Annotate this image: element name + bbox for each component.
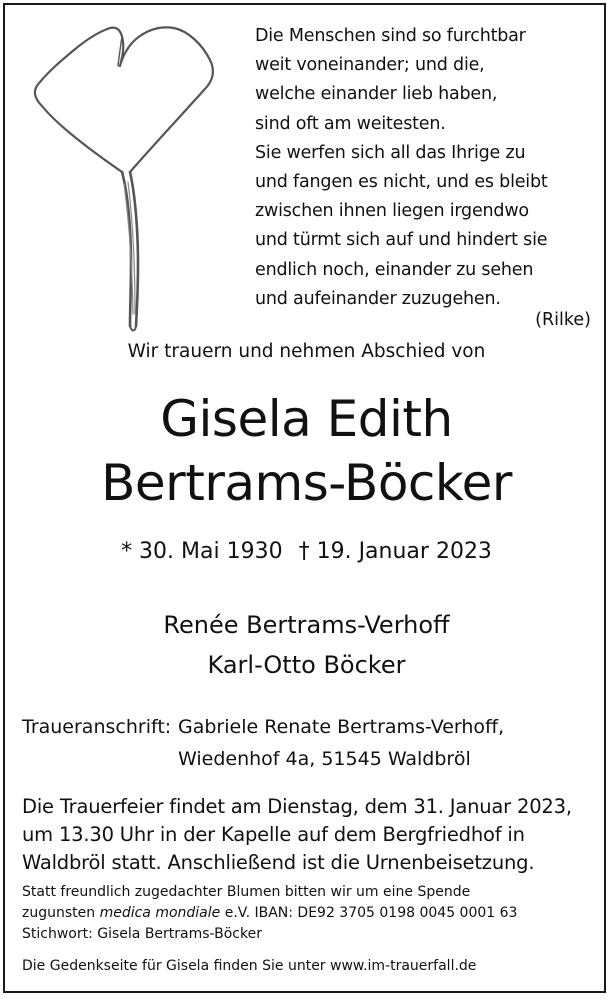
poem-line: zwischen ihnen liegen irgendwo bbox=[255, 201, 529, 222]
ceremony-info bbox=[22, 793, 602, 877]
mourner-name: Karl-Otto Böcker bbox=[207, 651, 406, 679]
poem-line: und türmt sich auf und hindert sie bbox=[255, 230, 548, 251]
donation-keyword: Stichwort: Gisela Bertrams-Böcker bbox=[22, 926, 262, 942]
donation-iban: e.V. IBAN: DE92 3705 0198 0045 0001 63 bbox=[220, 905, 518, 921]
death-date: † 19. Januar 2023 bbox=[298, 539, 492, 564]
ginkgo-leaf-icon bbox=[18, 14, 218, 344]
life-dates bbox=[0, 539, 613, 564]
deceased-name-line2: Bertrams-Böcker bbox=[101, 454, 512, 512]
intro-text: Wir trauern und nehmen Abschied von bbox=[127, 341, 486, 362]
poem bbox=[255, 22, 600, 314]
poem-attribution: (Rilke) bbox=[535, 310, 591, 330]
mourner-name: Renée Bertrams-Verhoff bbox=[163, 611, 450, 639]
poem-line: Die Menschen sind so furchtbar bbox=[255, 26, 526, 46]
poem-line: Sie werfen sich all das Ihrige zu bbox=[255, 142, 526, 163]
poem-line: endlich noch, einander zu sehen bbox=[255, 259, 534, 280]
ceremony-line: Die Trauerfeier findet am Dienstag, dem 31. Januar 2023, bbox=[22, 795, 572, 818]
address-line: Gabriele Renate Bertrams-Verhoff, bbox=[178, 716, 505, 738]
deceased-name-line1: Gisela Edith bbox=[160, 390, 453, 448]
poem-line: weit voneinander; und die, bbox=[255, 55, 485, 76]
poem-line: welche einander lieb haben, bbox=[255, 84, 498, 105]
donation-prefix: zugunsten bbox=[22, 905, 100, 921]
ceremony-line: um 13.30 Uhr in der Kapelle auf dem Bergfriedhof in bbox=[22, 823, 525, 846]
donation-line bbox=[22, 903, 602, 924]
donation-organization: medica mondiale bbox=[99, 905, 221, 921]
ceremony-line: Waldbröl statt. Anschließend ist die Urnenbeisetzung. bbox=[22, 851, 535, 874]
address-label: Traueranschrift: bbox=[22, 716, 172, 738]
memorial-page-note: Die Gedenkseite für Gisela finden Sie unter www.im-trauerfall.de bbox=[22, 958, 477, 974]
poem-line: und aufeinander zuzugehen. bbox=[255, 288, 501, 309]
donation-info bbox=[22, 882, 602, 945]
address-line: Wiedenhof 4a, 51545 Waldbröl bbox=[178, 748, 471, 770]
poem-line: und fangen es nicht, und es bleibt bbox=[255, 172, 548, 193]
poem-line: sind oft am weitesten. bbox=[255, 113, 446, 134]
birth-date: * 30. Mai 1930 bbox=[121, 539, 283, 564]
donation-line: Statt freundlich zugedachter Blumen bitten wir um eine Spende bbox=[22, 884, 471, 900]
